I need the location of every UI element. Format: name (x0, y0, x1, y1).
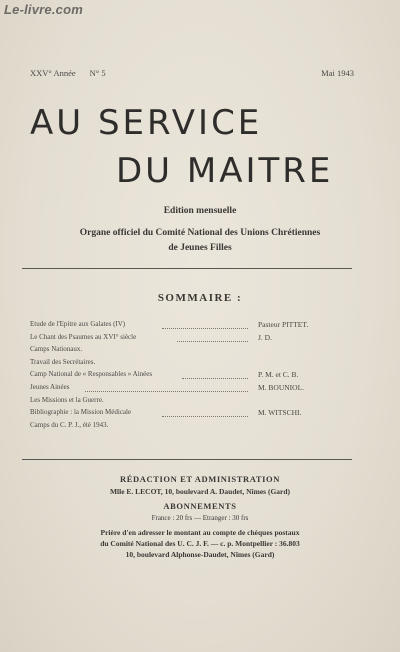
toc-row (30, 421, 360, 434)
redaction-address: Mlle E. LECOT, 10, boulevard A. Daudet, Nîmes (Gard) (109, 487, 291, 496)
title-line-1: AU SERVICE (30, 103, 263, 143)
title-line-2: DU MAITRE (116, 151, 334, 191)
toc-row (30, 320, 360, 333)
toc-row (30, 383, 360, 396)
top-divider (22, 268, 352, 269)
issue-year: XXV° Année (30, 68, 76, 78)
toc-row (30, 396, 360, 409)
toc-author: M. BOUNIOL. (258, 382, 305, 392)
toc-leader (162, 320, 248, 329)
redaction-title: RÉDACTION ET ADMINISTRATION (120, 474, 280, 484)
toc-author: P. M. et C. B. (258, 370, 299, 380)
toc-author: M. WITSCHI. (258, 408, 302, 418)
toc-title: Camps Nationaux. (30, 345, 83, 354)
toc-title: Le Chant des Psaumes au XVI° siècle (30, 332, 137, 341)
toc-title: Bibliographie : la Mission Médicale (30, 408, 132, 417)
priere-line-1: Prière d'en adresser le montant au compte de chèques postaux (100, 528, 300, 537)
toc-author: Pasteur PITTET. (258, 320, 309, 329)
toc-leader (177, 333, 248, 342)
toc-row (30, 370, 360, 383)
toc-title: Etude de l'Epitre aux Galates (IV) (30, 320, 126, 328)
toc-leader (85, 383, 248, 392)
abonnements-prices: France : 20 frs — Etranger : 30 frs (151, 514, 249, 522)
bottom-divider (22, 459, 352, 460)
toc-leader (182, 370, 248, 379)
issue-info (30, 68, 106, 78)
toc-title: Travail des Secrétaires. (30, 357, 96, 366)
toc-row (30, 408, 360, 421)
toc-title: Camps du C. P. J., été 1943. (30, 420, 109, 429)
edition-label: Edition mensuelle (163, 206, 237, 216)
toc-author: J. D. (258, 332, 272, 342)
toc-title: Les Missions et la Guerre. (30, 395, 104, 404)
organe-line-2: de Jeunes Filles (168, 243, 232, 253)
issue-number: N° 5 (89, 68, 106, 78)
issue-date: Mai 1943 (321, 68, 354, 78)
priere-line-3: 10, boulevard Alphonse-Daudet, Nîmes (Gard) (125, 550, 275, 559)
toc-leader (162, 408, 248, 417)
organe-line-1: Organe officiel du Comité National des Unions Chrétiennes (79, 228, 321, 238)
sommaire-heading: SOMMAIRE : (157, 292, 243, 304)
toc-title: Jeunes Ainées (30, 382, 70, 391)
toc-row (30, 345, 360, 358)
priere-line-2: du Comité National des U. C. J. F. — c. p. Montpellier : 36.803 (100, 539, 300, 548)
abonnements-title: ABONNEMENTS (163, 501, 237, 511)
toc-title: Camp National de « Responsables » Ainées (30, 370, 153, 379)
table-of-contents (30, 320, 360, 433)
toc-row (30, 333, 360, 346)
watermark: Le-livre.com (4, 2, 83, 17)
toc-row (30, 358, 360, 371)
